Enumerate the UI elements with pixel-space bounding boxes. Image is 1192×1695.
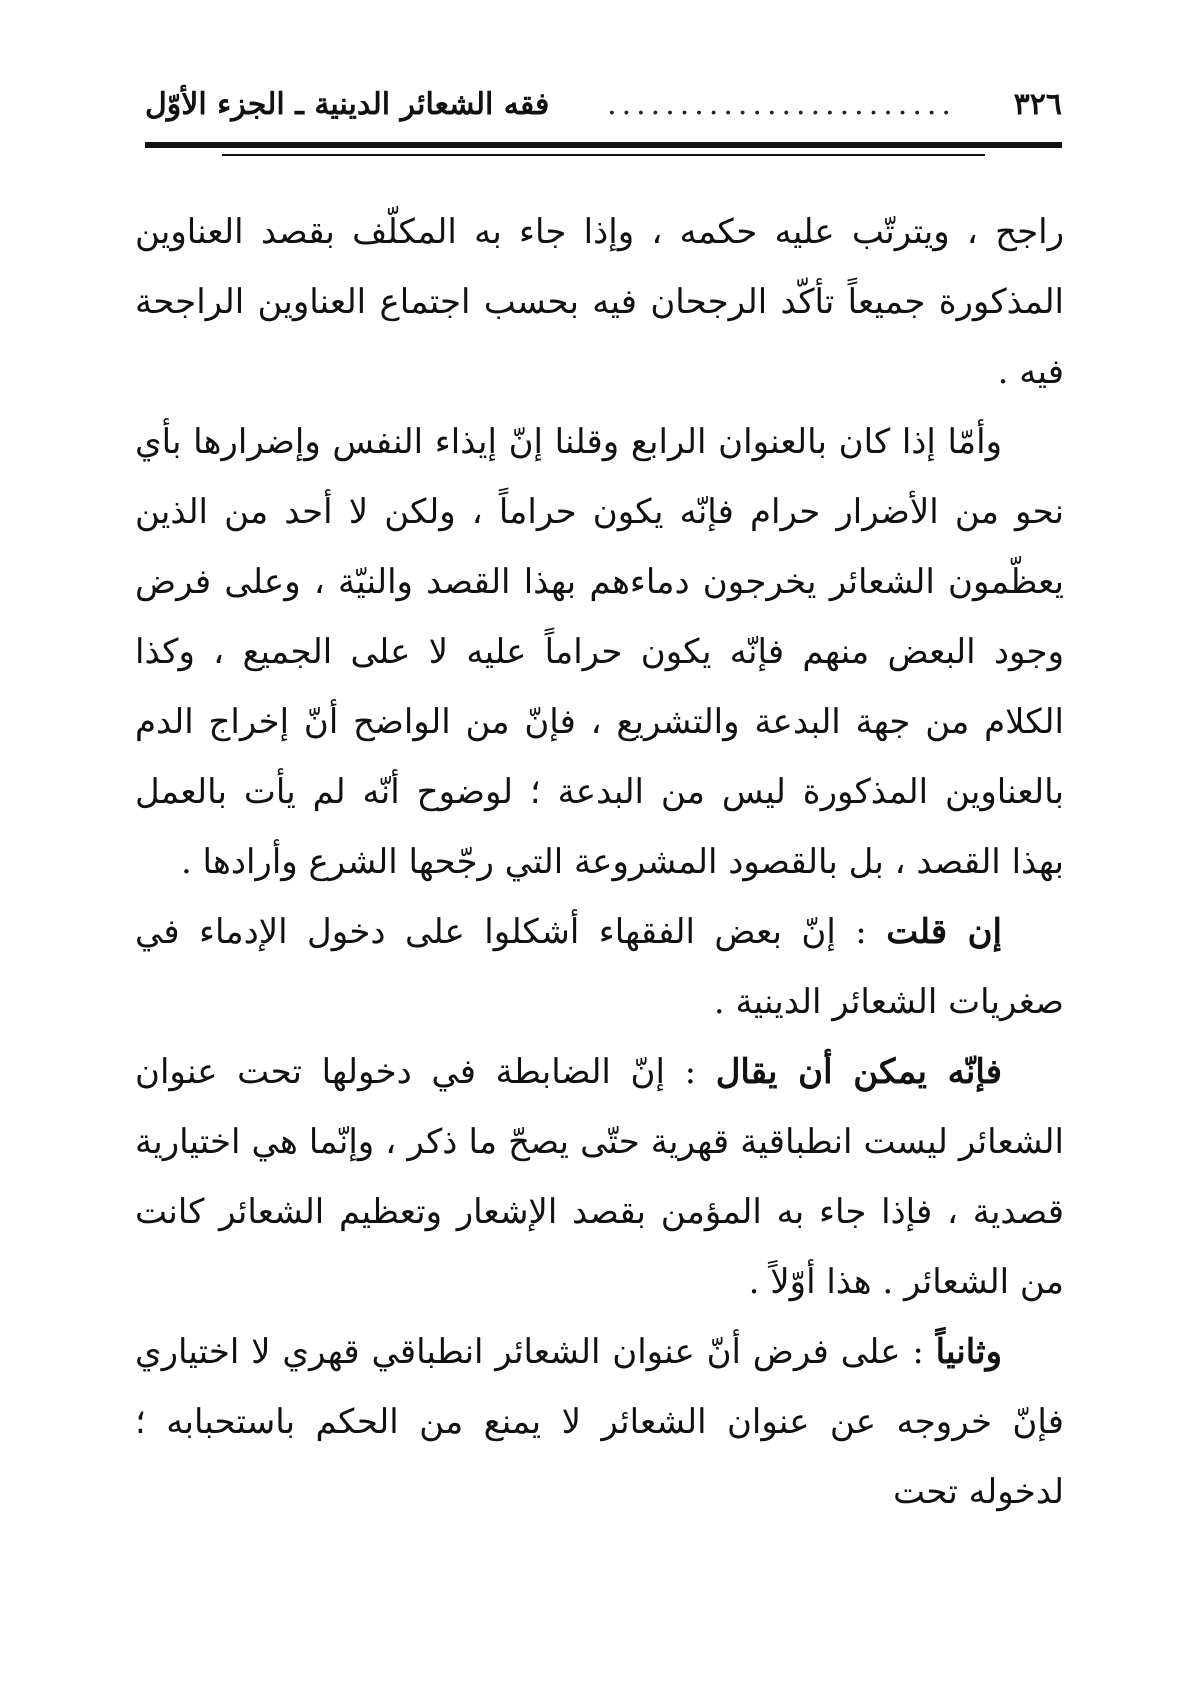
paragraph-text: : إنّ بعض الفقهاء أشكلوا على دخول الإدماء في صغريات الشعائر الدينية . (135, 912, 1064, 1022)
dot-leader: ........................ (607, 86, 956, 122)
paragraph-text: : على فرض أنّ عنوان الشعائر انطباقي قهري لا اختياري فإنّ خروجه عن عنوان الشعائر لا يمنع من الحكم باستحبابه ؛ لدخوله تحت (135, 1332, 1064, 1512)
paragraph-lead: فإنّه يمكن أن يقال (715, 1052, 1002, 1092)
paragraph-continuation (135, 197, 1064, 407)
paragraph-lead: وثانياً (935, 1332, 1002, 1372)
paragraph-lead: إن قلت (886, 912, 1002, 952)
paragraph (135, 1037, 1064, 1317)
header-rule-thin (222, 154, 985, 156)
paragraph (135, 897, 1064, 1037)
header-rule-thick (145, 142, 1062, 148)
page-number: ٣٢٦ (1013, 86, 1062, 122)
running-header (145, 78, 1062, 130)
paragraph-text: وأمّا إذا كان بالعنوان الرابع وقلنا إنّ إيذاء النفس وإضرارها بأي نحو من الأضرار حرام فإنّه يكون حراماً ، ولكن لا أحد من الذين يعظّمون الشعائر يخرجون دماءهم بهذا القصد والنيّة ، وعلى فرض وجود البعض منهم فإنّه يكون حراماً عليه لا على الجميع ، وكذا الكلام من جهة البدعة والتشريع ، فإنّ من الواضح أنّ إخراج الدم بالعناوين المذكورة ليس من البدعة ؛ لوضوح أنّه لم يأت بالعمل بهذا القصد ، بل بالقصود المشروعة التي رجّحها الشرع وأرادها . (135, 422, 1064, 882)
book-title: فقه الشعائر الدينية ـ الجزء الأوّل (145, 86, 550, 122)
paragraph-text: راجح ، ويترتّب عليه حكمه ، وإذا جاء به المكلّف بقصد العناوين المذكورة جميعاً تأكّد الرجحان فيه بحسب اجتماع العناوين الراجحة فيه . (135, 212, 1064, 392)
body-text (135, 197, 1064, 1527)
paragraph (135, 407, 1064, 897)
paragraph-text: : إنّ الضابطة في دخولها تحت عنوان الشعائر ليست انطباقية قهرية حتّى يصحّ ما ذكر ، وإنّما هي اختيارية قصدية ، فإذا جاء به المؤمن بقصد الإشعار وتعظيم الشعائر كانت من الشعائر . هذا أوّلاً . (135, 1052, 1064, 1302)
paragraph (135, 1317, 1064, 1527)
